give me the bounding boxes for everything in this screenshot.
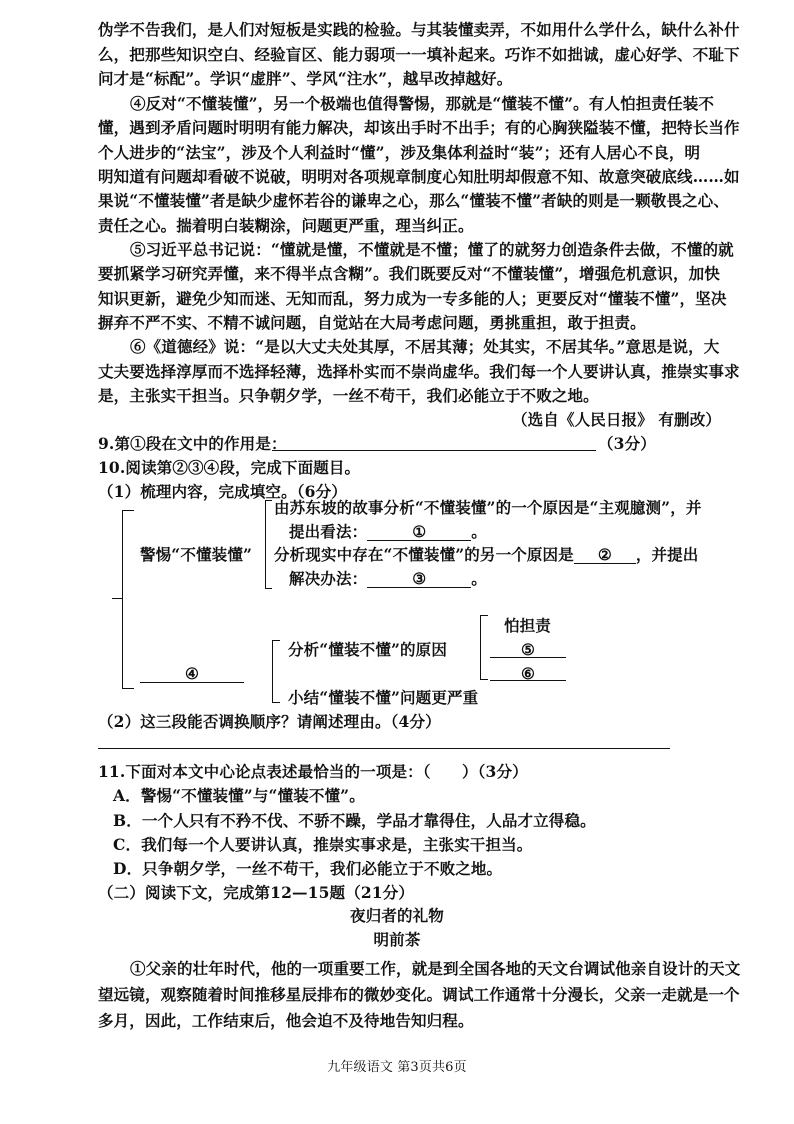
row3b-end: 。 [471, 569, 487, 588]
blank-3[interactable] [367, 569, 471, 588]
question-11-label: 11.下面对本文中心论点表述最恰当的一项是：（ ）（3分） [98, 762, 528, 781]
section-2-heading: （二）阅读下文，完成第12—15题（21分） [98, 883, 415, 902]
passage-line: 懂，遇到矛盾问题时明明有能力解决，却该出手时不出手；有的心胸狭隘装不懂，把特长当作 [98, 118, 740, 137]
q11-option-b[interactable]: B．一个人只有不矜不伐、不骄不躁，学品才靠得住，人品才立得稳。 [113, 811, 596, 830]
upper-brace-bottom [265, 588, 272, 589]
passage-line: 要抓紧学习研究弄懂，来不得半点含糊”。我们既要反对“不懂装懂”，增强危机意识，加快 [98, 264, 720, 283]
upper-brace-top [265, 500, 272, 501]
blank-4-mark: ④ [184, 664, 200, 683]
row1c-end: 。 [471, 522, 487, 541]
blank-6-mark: ⑥ [520, 664, 536, 683]
passage-line: 伪学不告我们，是人们对短板是实践的检验。与其装懂卖弄，不如用什么学什么，缺什么补什 [98, 20, 740, 39]
row1b-text [289, 522, 487, 542]
row3-text [289, 569, 487, 589]
reason-brace-bottom [480, 679, 488, 680]
article-title: 夜归者的礼物 [350, 906, 444, 925]
outer-brace [122, 510, 123, 688]
passage-source: （选自《人民日报》 有删改） [512, 410, 721, 429]
blank-1[interactable] [367, 522, 471, 541]
blank-2-mark: ② [597, 545, 612, 564]
article-author: 明前茶 [373, 930, 421, 949]
blank-5-mark: ⑤ [520, 640, 536, 659]
passage-line: ⑥《道德经》说：“是以大丈夫处其厚，不居其薄；处其实，不居其华。”意思是说，大 [130, 337, 720, 356]
passage-line: ④反对“不懂装懂”，另一个极端也值得警惕，那就是“懂装不懂”。有人怕担责任装不 [130, 94, 715, 113]
analysis-label: 分析“懂装不懂”的原因 [288, 640, 447, 659]
question-9-label: 9.第①段在文中的作用是： [98, 434, 287, 453]
outer-brace-bottom [122, 688, 134, 689]
article-line: 多月，因此，工作结束后，他会迫不及待地告知归程。 [98, 1011, 474, 1030]
outer-brace-tip [112, 598, 122, 599]
row2b-label: ，并提出 [635, 545, 699, 564]
passage-line: 责任之心。揣着明白装糊涂，问题更严重，理当纠正。 [98, 216, 474, 235]
row1b-label: 提出看法： [289, 522, 368, 541]
question-10-sub1: （1）梳理内容，完成填空。（6分） [98, 482, 347, 501]
passage-line: 么，把那些知识空白、经验盲区、能力弱项一一填补起来。巧诈不如拙诚，虚心好学、不耻下 [98, 45, 740, 64]
summary-label: 小结“懂装不懂”问题更严重 [288, 688, 479, 707]
passage-line: 知识更新，避免少知而迷、无知而乱，努力成为一专多能的人；更要反对“懂装不懂”，坚决 [98, 289, 727, 308]
q11-option-d[interactable]: D．只争朝夕学，一丝不苟干，我们必能立于不败之地。 [113, 859, 503, 878]
lower-brace [272, 640, 273, 702]
row1-text: 由苏东坡的故事分析“不懂装懂”的一个原因是“主观臆测”，并 [274, 498, 702, 517]
article-line: ①父亲的壮年时代，他的一项重要工作，就是到全国各地的天文台调试他亲自设计的天文 [130, 959, 741, 978]
passage-line: 问才是“标配”。学识“虚胖”、学风“注水”，越早改掉越好。 [98, 69, 513, 88]
row3a-label: 解决办法： [289, 569, 368, 588]
passage-line: 丈夫要选择淳厚而不选择轻薄，选择朴实而不崇尚虚华。我们每一个人要讲认真，推崇实事求 [98, 362, 740, 381]
lower-brace-bottom [272, 702, 280, 703]
passage-line: 个人进步的“法宝”，涉及个人利益时“懂”，涉及集体利益时“装”；还有人居心不良，明 [98, 143, 701, 162]
outer-brace-top [122, 510, 134, 511]
q11-option-a[interactable]: A．警惕“不懂装懂”与“懂装不懂”。 [113, 786, 365, 805]
q11-option-c[interactable]: C．我们每一个人要讲认真，推崇实事求是，主张实干担当。 [113, 835, 533, 854]
passage-line: 果说“不懂装懂”者是缺少虚怀若谷的谦卑之心，那么“懂装不懂”者缺的则是一颗敬畏之心、 [98, 191, 729, 210]
reason-brace-top [480, 615, 488, 616]
blank-5[interactable] [490, 657, 566, 658]
lower-brace-top [272, 640, 280, 641]
question-9-answer-line[interactable] [272, 450, 596, 451]
blank-2[interactable] [574, 545, 636, 564]
question-10-sub2-answer-line[interactable] [98, 748, 670, 749]
upper-brace [265, 500, 266, 588]
row2-text [274, 545, 698, 565]
question-9-score: （3分） [598, 434, 656, 453]
branch-main-label: 警惕“不懂装懂” [140, 545, 253, 564]
blank-1-mark: ① [412, 522, 427, 541]
question-10-sub2: （2）这三段能否调换顺序？请阐述理由。（4分） [98, 712, 441, 731]
reason-brace [480, 615, 481, 679]
row2a-label: 分析现实中存在“不懂装懂”的另一个原因是 [274, 545, 574, 564]
blank-3-mark: ③ [412, 569, 427, 588]
passage-line: 明知道有问题却看破不说破，明明对各项规章制度心知肚明却假意不知、故意突破底线……如 [98, 167, 740, 186]
page-footer: 九年级语文 第3页共6页 [327, 1060, 467, 1075]
question-10-label: 10.阅读第②③④段，完成下面题目。 [98, 458, 361, 477]
fear-label: 怕担责 [504, 616, 551, 635]
passage-line: 是，主张实干担当。只争朝夕学，一丝不苟干，我们必能立于不败之地。 [98, 386, 599, 405]
passage-line: 摒弃不严不实、不精不诚问题，自觉站在大局考虑问题，勇挑重担，敢于担责。 [98, 313, 646, 332]
blank-6[interactable] [490, 680, 566, 681]
passage-line: ⑤习近平总书记说：“懂就是懂，不懂就是不懂；懂了的就努力创造条件去做，不懂的就 [130, 240, 734, 259]
article-line: 望远镜，观察随着时间推移星辰排布的微妙变化。调试工作通常十分漫长，父亲一走就是一个 [98, 985, 740, 1004]
blank-4[interactable] [140, 682, 244, 683]
